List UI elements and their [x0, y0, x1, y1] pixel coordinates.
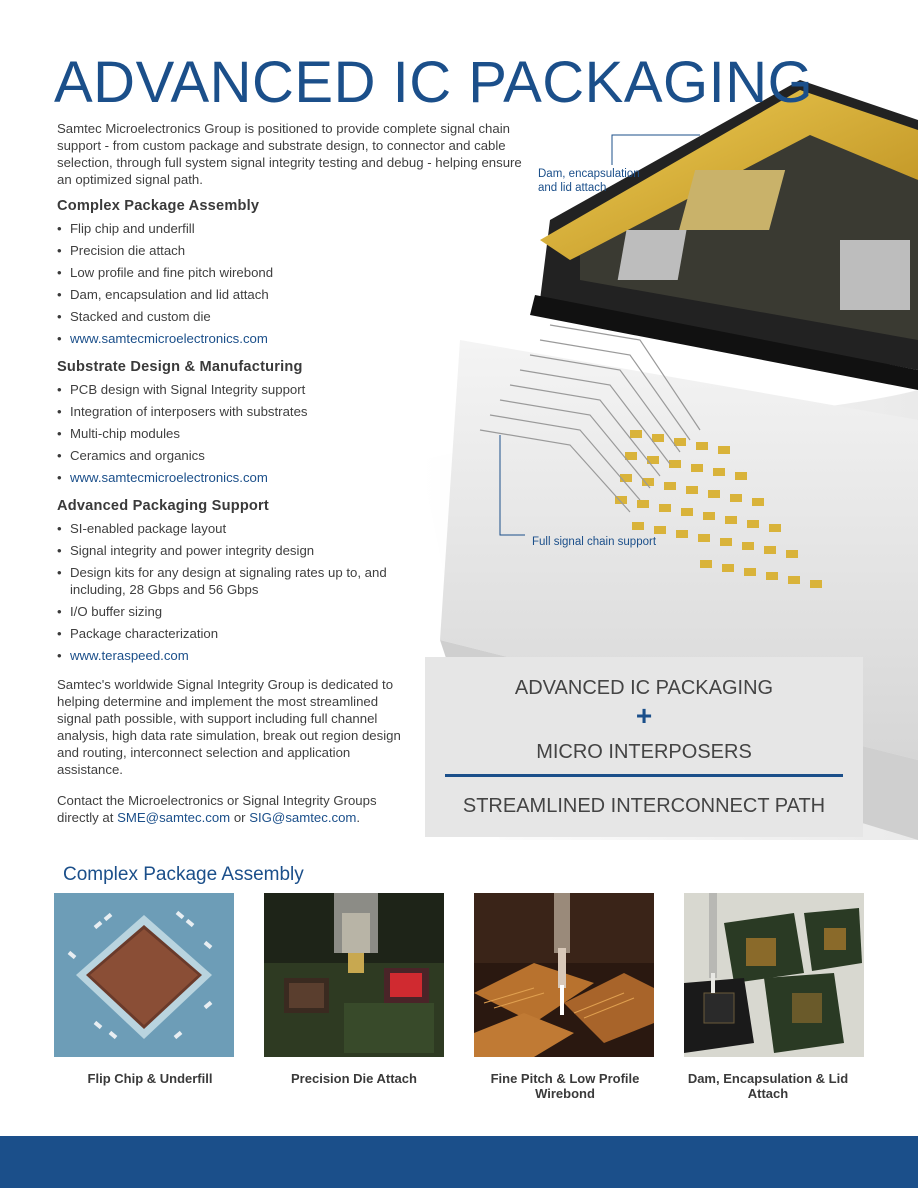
list-item: • Integration of interposers with substrates	[57, 403, 387, 420]
caption-wirebond: Fine Pitch & Low Profile Wirebond	[490, 1071, 640, 1101]
contact-suffix: .	[356, 810, 361, 825]
si-group-paragraph: Samtec's worldwide Signal Integrity Group is dedicated to helping determine and implement the most streamlined signal path possible, with support including full channel analysis, high data rate simulation, break out region design and routing, interconnect selection and application assistance.	[57, 677, 401, 777]
list-item: • Precision die attach	[57, 242, 387, 259]
footer-bar	[0, 1136, 918, 1188]
flip-chip-photo	[54, 893, 234, 1057]
list-item-link	[57, 330, 387, 347]
list-item-link	[57, 647, 387, 664]
caption-die-attach: Precision Die Attach	[291, 1071, 417, 1086]
encapsulation-photo	[684, 893, 864, 1057]
list-item: • PCB design with Signal Integrity support	[57, 381, 387, 398]
callout-signal-chain: Full signal chain support	[532, 536, 657, 548]
list-item: • Flip chip and underfill	[57, 220, 387, 237]
promo-line-packaging: ADVANCED IC PACKAGING	[514, 677, 774, 699]
wirebond-photo	[474, 893, 654, 1057]
sig-email-link[interactable]: SIG@samtec.com	[249, 810, 357, 825]
list-item: • I/O buffer sizing	[57, 603, 387, 620]
die-attach-photo	[264, 893, 444, 1057]
caption-flip-chip: Flip Chip & Underfill	[87, 1071, 213, 1086]
promo-divider	[445, 774, 843, 777]
sme-email-link[interactable]: SME@samtec.com	[117, 810, 231, 825]
contact-paragraph	[57, 792, 412, 826]
list-item: • Package characterization	[57, 625, 387, 642]
promo-line-interposers: MICRO INTERPOSERS	[536, 741, 752, 763]
teraspeed-link[interactable]: www.teraspeed.com	[70, 648, 189, 663]
section-advanced-support	[57, 498, 527, 664]
list-item: • Signal integrity and power integrity design	[57, 542, 387, 559]
gallery-title: Complex Package Assembly	[63, 864, 304, 885]
list-item-link	[57, 469, 387, 486]
section-complex-package	[57, 198, 527, 347]
list-item: • Dam, encapsulation and lid attach	[57, 286, 387, 303]
list-item: • Stacked and custom die	[57, 308, 387, 325]
list-item: • Low profile and fine pitch wirebond	[57, 264, 387, 281]
plus-icon: +	[635, 700, 653, 731]
caption-encapsulation: Dam, Encapsulation & Lid Attach	[687, 1071, 849, 1101]
list-item: • Multi-chip modules	[57, 425, 387, 442]
bullet-list	[57, 381, 527, 486]
intro-paragraph: Samtec Microelectronics Group is positioned to provide complete signal chain support - from custom package and substrate design, to connector and cable selection, through full system signal integrity testing and debug - helping ensure an optimized signal path.	[57, 121, 522, 187]
samtec-micro-link[interactable]: www.samtecmicroelectronics.com	[70, 470, 268, 485]
contact-prefix: Contact the Microelectronics or Signal Integrity Groups directly at	[57, 793, 377, 825]
section-title: Advanced Packaging Support	[57, 498, 269, 514]
section-title: Substrate Design & Manufacturing	[57, 359, 303, 375]
samtec-micro-link[interactable]: www.samtecmicroelectronics.com	[70, 331, 268, 346]
promo-box	[425, 657, 863, 837]
list-item: • Design kits for any design at signaling rates up to, and including, 28 Gbps and 56 Gbps	[57, 564, 387, 598]
bullet-list	[57, 520, 527, 664]
list-item: • Ceramics and organics	[57, 447, 387, 464]
callout-dam-encapsulation: Dam, encapsulation and lid attach	[538, 168, 640, 194]
promo-line-streamlined: STREAMLINED INTERCONNECT PATH	[462, 795, 826, 817]
contact-mid: or	[230, 810, 250, 825]
page-title: ADVANCED IC PACKAGING	[54, 50, 814, 115]
bullet-list	[57, 220, 527, 347]
section-substrate	[57, 359, 527, 486]
section-title: Complex Package Assembly	[57, 198, 260, 214]
list-item: • SI-enabled package layout	[57, 520, 387, 537]
